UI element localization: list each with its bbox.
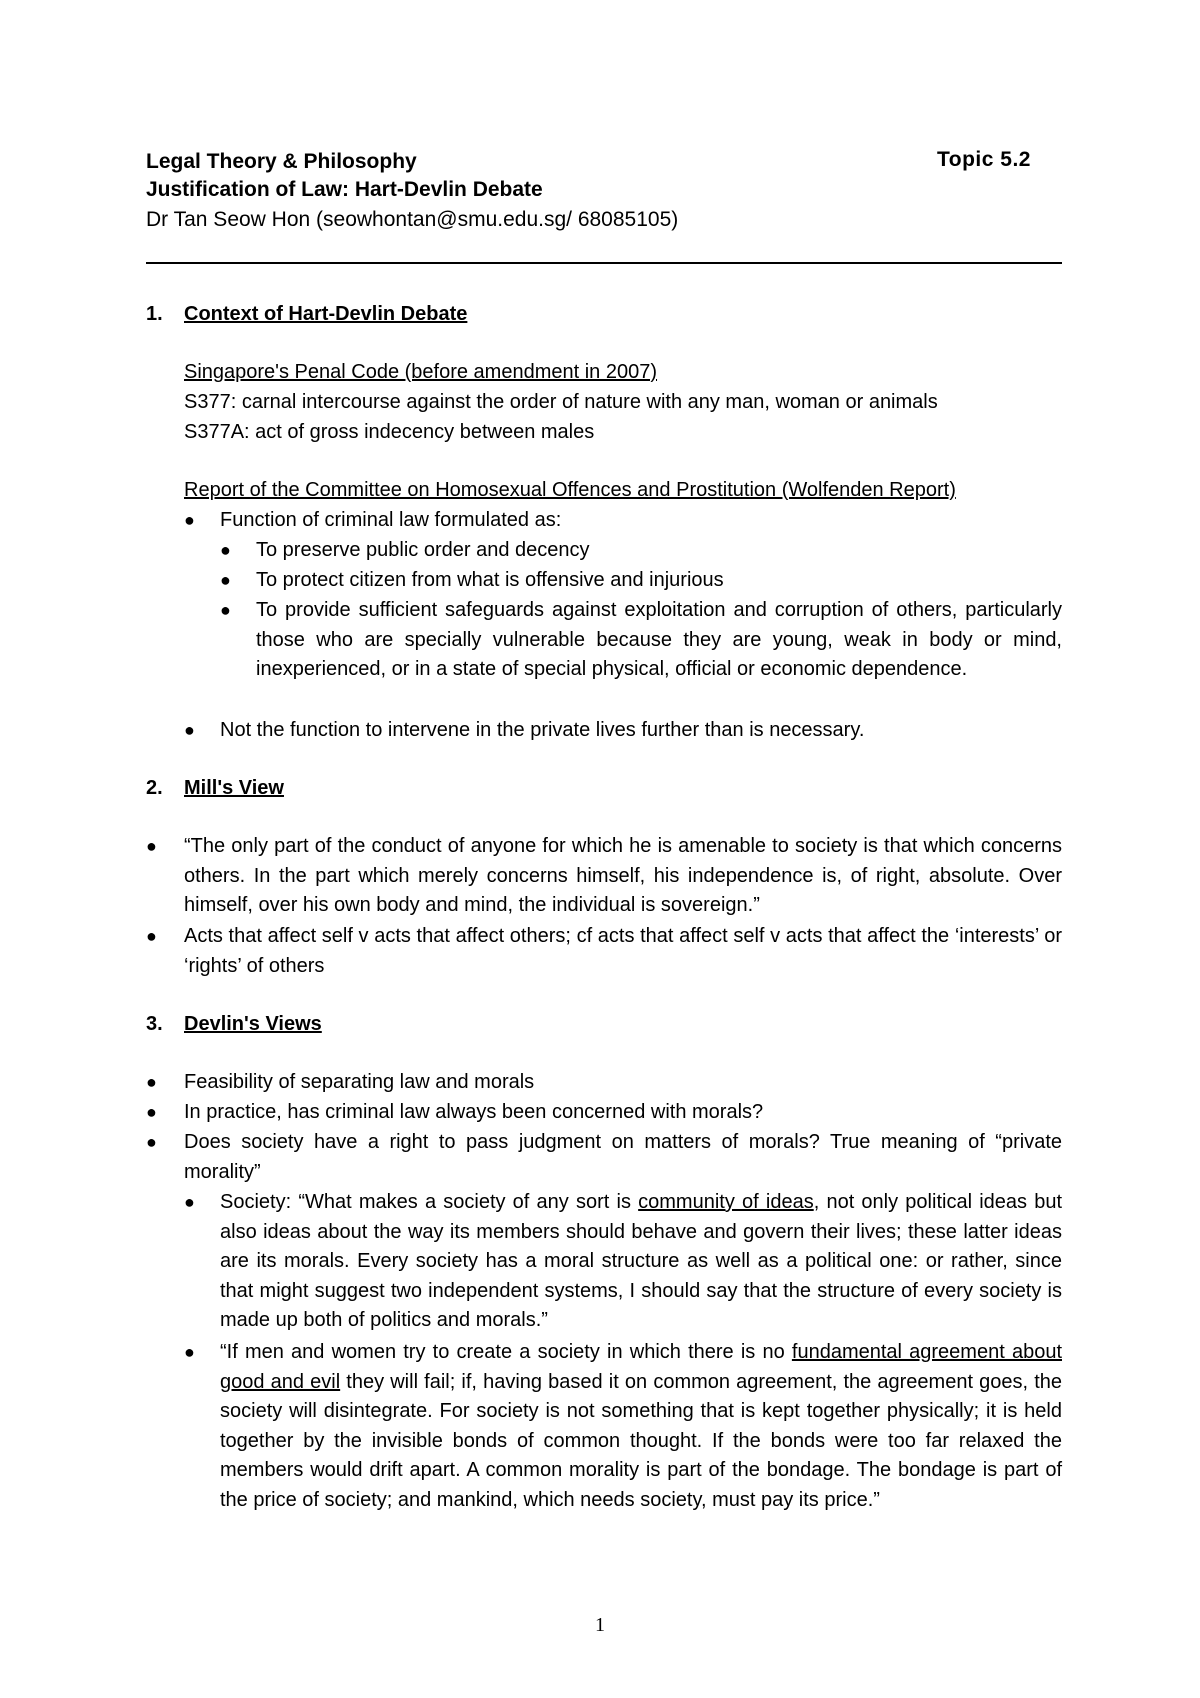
page-number: 1 xyxy=(595,1614,605,1636)
section-2-number: 2. xyxy=(146,777,163,799)
bullet-icon: ● xyxy=(146,926,157,946)
s1-bullet-2: Not the function to intervene in the private lives further than is necessary. xyxy=(220,719,865,741)
penal-code-title: Singapore's Penal Code (before amendment in 2007) xyxy=(184,361,658,383)
s1-sub-1: To preserve public order and decency xyxy=(256,539,590,561)
bullet-icon: ● xyxy=(220,570,231,590)
s3-sub-2-underlined: fundamental agreement about good and evil xyxy=(220,1341,1062,1393)
bullet-icon: ● xyxy=(220,600,231,620)
s3-sub-2 xyxy=(220,1338,1062,1516)
section-3-number: 3. xyxy=(146,1013,163,1035)
s377a-text: S377A: act of gross indecency between males xyxy=(184,421,595,443)
bullet-icon: ● xyxy=(146,1132,157,1152)
bullet-icon: ● xyxy=(184,1192,195,1212)
lecturer-line: Dr Tan Seow Hon (seowhontan@smu.edu.sg/ 68085105) xyxy=(146,208,679,231)
s3-sub-2-pre: “If men and women try to create a society in which there is no xyxy=(220,1341,792,1363)
s3-sub-1-underlined: community of ideas xyxy=(638,1191,814,1213)
s3-bullet-3: Does society have a right to pass judgment on matters of morals? True meaning of “private morality” xyxy=(184,1131,1062,1183)
s2-bullet-1: “The only part of the conduct of anyone for which he is amenable to society is that which concerns others. In the part which merely concerns himself, his independence is, of right, absolute. Over himself, over his own body and mind, the individual is sovereign.” xyxy=(184,835,1062,917)
bullet-icon: ● xyxy=(220,540,231,560)
s1-sub-2: To protect citizen from what is offensive and injurious xyxy=(256,569,724,591)
document-body xyxy=(146,0,1062,1698)
s2-bullet-2: Acts that affect self v acts that affect others; cf acts that affect self v acts that affect the ‘interests’ or ‘rights’ of others xyxy=(184,925,1062,977)
s1-sub-3: To provide sufficient safeguards against exploitation and corruption of others, particularly those who are specially vulnerable because they are young, weak in body or mind, inexperienced, or in a state of special physical, official or economic dependence. xyxy=(256,599,1062,681)
section-1-heading: Context of Hart-Devlin Debate xyxy=(184,303,468,325)
document-subtitle: Justification of Law: Hart-Devlin Debate xyxy=(146,178,543,201)
bullet-icon: ● xyxy=(184,720,195,740)
bullet-icon: ● xyxy=(146,1072,157,1092)
section-2-heading: Mill's View xyxy=(184,777,284,799)
bullet-icon: ● xyxy=(146,836,157,856)
section-1-number: 1. xyxy=(146,303,163,325)
s3-sub-1 xyxy=(220,1188,1062,1336)
topic-label: Topic 5.2 xyxy=(937,148,1031,171)
s3-sub-2-post: they will fail; if, having based it on common agreement, the agreement goes, the society will disintegrate. For society is not something that is kept together physically; it is held together by the invisible bonds of common thought. If the bonds were too far relaxed the members would drift apart. A common morality is part of the bondage. The bondage is part of the price of society; and mankind, which needs society, must pay its price.” xyxy=(220,1370,1063,1511)
bullet-icon: ● xyxy=(146,1102,157,1122)
s377-text: S377: carnal intercourse against the order of nature with any man, woman or animals xyxy=(184,391,938,413)
bullet-icon: ● xyxy=(184,1342,195,1362)
s3-sub-1-pre: Society: “What makes a society of any sort is xyxy=(220,1191,639,1213)
s3-sub-1-post: , not only political ideas but also ideas about the way its members should behave and govern their lives; these latter ideas are its morals. Every society has a moral structure as well as a political one: or rather, since that might suggest two independent systems, I should say that the structure of every society is made up both of politics and morals.” xyxy=(220,1191,1062,1332)
bullet-icon: ● xyxy=(184,510,195,530)
s1-bullet-1: Function of criminal law formulated as: xyxy=(220,509,562,531)
wolfenden-report-title: Report of the Committee on Homosexual Offences and Prostitution (Wolfenden Report) xyxy=(184,479,956,501)
s3-bullet-2: In practice, has criminal law always been concerned with morals? xyxy=(184,1101,764,1123)
course-title: Legal Theory & Philosophy xyxy=(146,150,417,173)
section-3-heading: Devlin's Views xyxy=(184,1013,322,1035)
s3-bullet-1: Feasibility of separating law and morals xyxy=(184,1071,535,1093)
